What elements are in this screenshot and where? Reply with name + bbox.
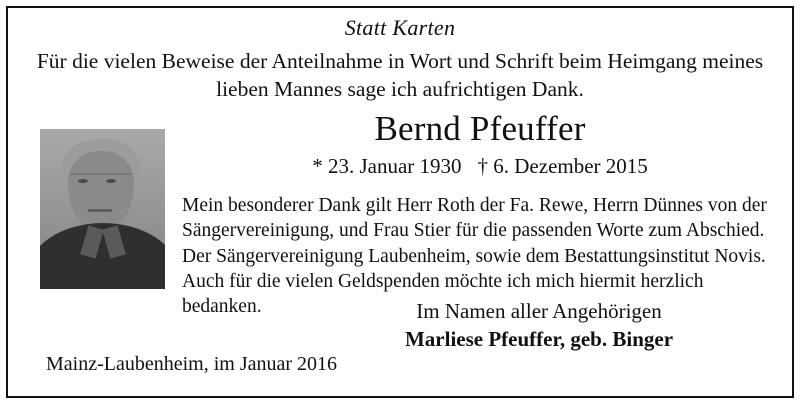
closing-signature: Marliese Pfeuffer, geb. Binger bbox=[404, 326, 674, 351]
portrait-face bbox=[68, 151, 134, 229]
portrait-photo bbox=[40, 129, 165, 289]
deceased-name: Bernd Pfeuffer bbox=[374, 109, 586, 149]
thank-you-text: Mein besonderer Dank gilt Herr Roth der Fa. Rewe, Herrn Dünnes von der Sängervereinigung, und Frau Stier für die passenden Worte zum Abschied. Der Sängervereinigung Laubenheim, sowie dem Bestattungsinstitut Novis. Auch für die vielen Geldspenden möchte ich mich hiermit herzlich bedanken. bbox=[182, 194, 767, 318]
notice-middle-section bbox=[22, 111, 778, 319]
notice-content bbox=[22, 14, 778, 390]
notice-right-column bbox=[182, 111, 778, 319]
closing-on-behalf: Im Namen aller Angehörigen bbox=[416, 298, 662, 323]
closing-block bbox=[324, 299, 754, 352]
place-and-date: Mainz-Laubenheim, im Januar 2016 bbox=[46, 353, 338, 375]
notice-heading: Statt Karten bbox=[344, 15, 456, 40]
notice-intro-text: Für die vielen Beweise der Anteilnahme in Wort und Schrift beim Heimgang meines lieben Mannes sage ich aufrichtigen Dank. bbox=[36, 49, 764, 101]
death-date: † 6. Dezember 2015 bbox=[477, 153, 648, 178]
portrait-mouth bbox=[88, 209, 112, 212]
life-dates bbox=[182, 154, 778, 179]
birth-date: * 23. Januar 1930 bbox=[312, 153, 462, 178]
